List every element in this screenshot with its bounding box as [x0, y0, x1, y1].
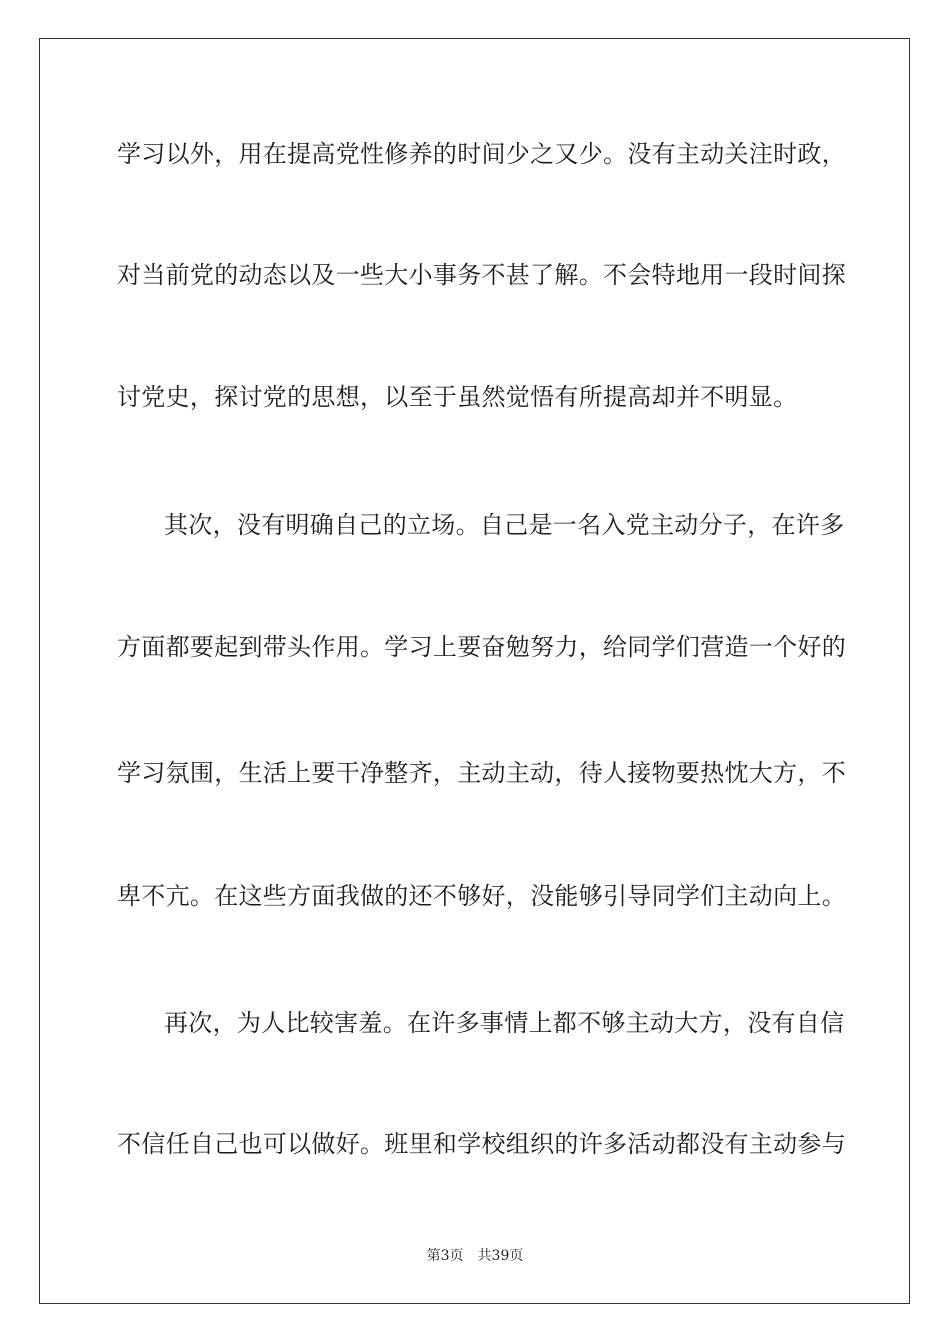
text-line-8: 再次，为人比较害羞。在许多事情上都不够主动大方，没有自信 [164, 1009, 845, 1037]
text-line-4: 其次，没有明确自己的立场。自己是一名入党主动分子，在许多 [164, 511, 845, 539]
text-line-5: 方面都要起到带头作用。学习上要奋勉努力，给同学们营造一个好的 [117, 633, 846, 661]
page-border [39, 38, 910, 1304]
page-total: 共39页 [477, 1248, 524, 1264]
text-line-3: 讨党史，探讨党的思想，以至于虽然觉悟有所提高却并不明显。 [117, 383, 798, 411]
text-line-1: 学习以外，用在提高党性修养的时间少之又少。没有主动关注时政， [117, 140, 846, 168]
text-line-2: 对当前党的动态以及一些大小事务不甚了解。不会特地用一段时间探 [117, 261, 846, 289]
page-footer [0, 1246, 950, 1266]
page-number: 第3页 [426, 1248, 464, 1264]
text-line-9: 不信任自己也可以做好。班里和学校组织的许多活动都没有主动参与 [117, 1130, 846, 1158]
text-line-7: 卑不亢。在这些方面我做的还不够好，没能够引导同学们主动向上。 [117, 882, 846, 910]
text-line-6: 学习氛围，生活上要干净整齐，主动主动，待人接物要热忱大方，不 [117, 759, 846, 787]
